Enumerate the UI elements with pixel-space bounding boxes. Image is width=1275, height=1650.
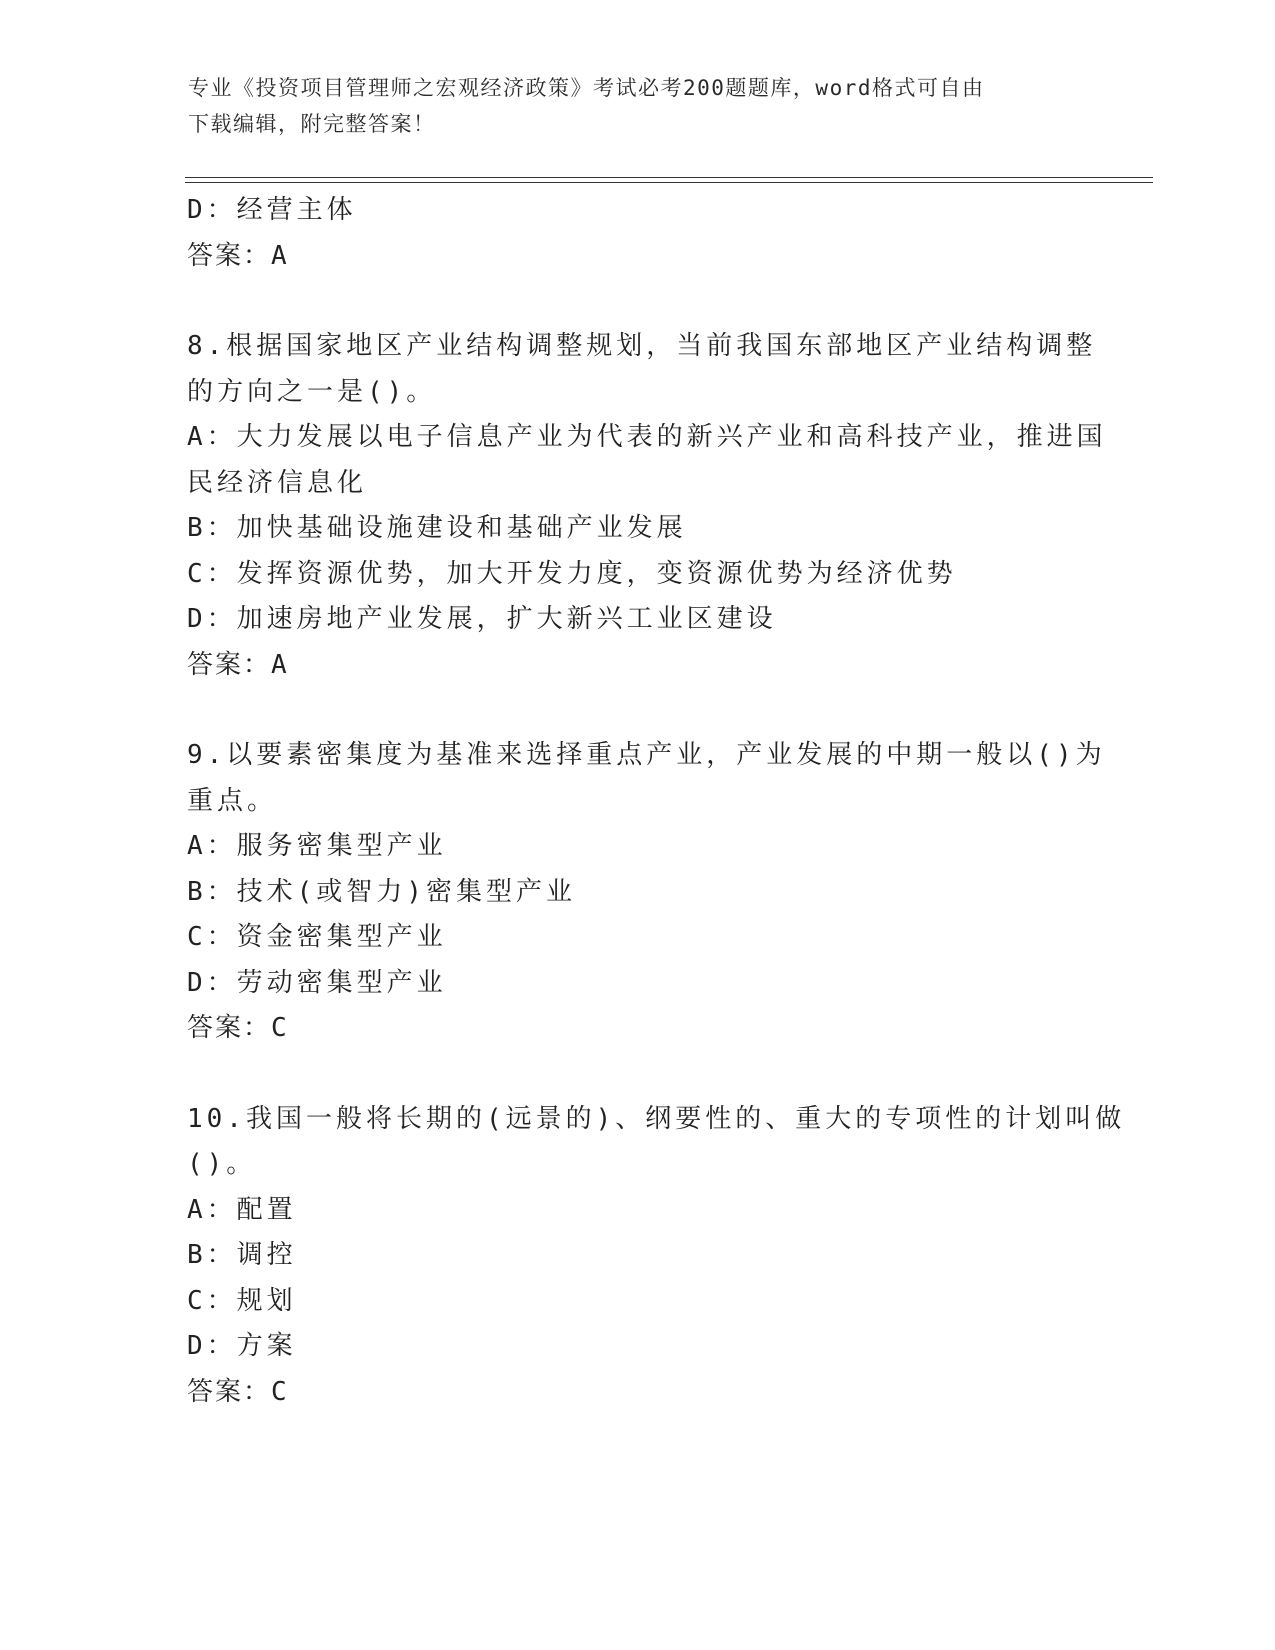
- option-c: C：资金密集型产业: [187, 922, 447, 952]
- question-stem-line-2: 重点。: [187, 785, 278, 816]
- option-b: B：技术(或智力)密集型产业: [187, 876, 576, 907]
- question-9: [187, 733, 1106, 1052]
- header-divider-top: [185, 177, 1153, 178]
- option-d: D：方案: [187, 1331, 297, 1361]
- option-d: D：劳动密集型产业: [187, 967, 447, 998]
- option-a: A：配置: [187, 1194, 297, 1225]
- option-c: C：发挥资源优势，加大开发力度，变资源优势为经济优势: [187, 558, 957, 589]
- answer-line: 答案：C: [187, 1376, 289, 1407]
- header-divider-bottom: [185, 182, 1153, 183]
- option-a: A：服务密集型产业: [187, 831, 447, 861]
- question-stem-line-1: 9.以要素密集度为基准来选择重点产业，产业发展的中期一般以()为: [187, 740, 1106, 770]
- question-8: [187, 324, 1107, 688]
- document-body: [187, 188, 1126, 1415]
- document-header: [188, 70, 1068, 142]
- header-line-1: 专业《投资项目管理师之宏观经济政策》考试必考200题题库，word格式可自由: [188, 76, 985, 100]
- option-d: D：经营主体: [187, 195, 357, 225]
- question-stem-line-2: ()。: [187, 1149, 257, 1179]
- option-c: C：规划: [187, 1285, 297, 1316]
- question-stem-line-2: 的方向之一是()。: [187, 376, 437, 407]
- option-b: B：调控: [187, 1240, 297, 1270]
- option-a-line-1: A：大力发展以电子信息产业为代表的新兴产业和高科技产业，推进国: [187, 422, 1107, 452]
- previous-question-tail: [187, 188, 1087, 279]
- option-b: B：加快基础设施建设和基础产业发展: [187, 513, 687, 543]
- answer-line: 答案：A: [187, 649, 289, 680]
- option-a-line-2: 民经济信息化: [187, 467, 368, 498]
- question-10: [187, 1097, 1126, 1416]
- question-stem-line-1: 8.根据国家地区产业结构调整规划，当前我国东部地区产业结构调整: [187, 331, 1097, 361]
- option-d: D：加速房地产业发展，扩大新兴工业区建设: [187, 604, 777, 634]
- question-stem-line-1: 10.我国一般将长期的(远景的)、纲要性的、重大的专项性的计划叫做: [187, 1103, 1126, 1134]
- header-line-2: 下载编辑，附完整答案！: [188, 112, 436, 136]
- answer-line: 答案：A: [187, 240, 289, 271]
- answer-line: 答案：C: [187, 1013, 289, 1043]
